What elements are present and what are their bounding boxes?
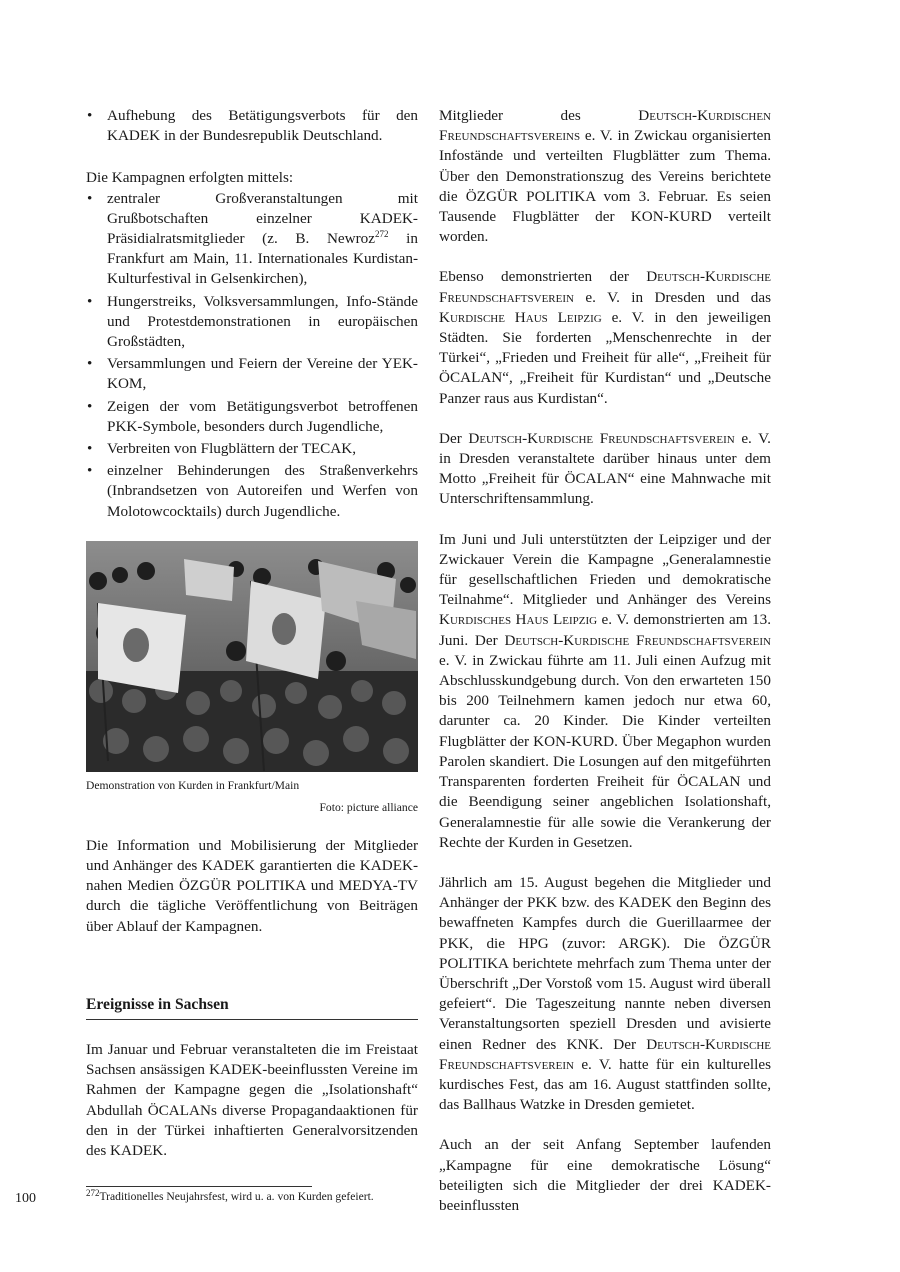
right-column: [439, 106, 771, 1216]
footnote-text: Traditionelles Neujahrsfest, wird u. a. von Kurden gefeiert.: [99, 1190, 374, 1203]
page-number: 100: [15, 1191, 36, 1206]
bullet-text: [107, 190, 418, 288]
paragraph-dresden-leipzig: [439, 267, 771, 408]
photo-credit: Foto: picture alliance: [319, 800, 418, 814]
paragraph-mahnwache: [439, 429, 771, 510]
text-run: Im Juni und Juli unterstützten der Leipziger und der Zwickauer Verein die Kampagne „Generalamnestie für gesellschaftlichen Frieden und demokratische Teilnahme“. Mitglieder und Anhänger des Vereins: [439, 530, 771, 609]
list-item: [86, 354, 418, 394]
bullet-icon: •: [87, 107, 93, 124]
list-item: [86, 439, 418, 459]
bullet-icon: •: [87, 189, 93, 207]
association-name: Kurdische Haus Leipzig: [439, 308, 602, 326]
bullet-icon: •: [87, 355, 93, 373]
paragraph-generalamnestie: [439, 530, 771, 853]
list-item: [86, 292, 418, 353]
text-run: Jährlich am 15. August begehen die Mitglieder und Anhänger der PKK bzw. des KADEK den Beginn des bewaffneten Kampfes durch die Guerillaarmee der PKK, die HPG (zuvor: ARGK). Die ÖZGÜR POLITIKA berichtete mehrfach zum Thema unter der Überschrift „Der Vorstoß vom 15. August wird überall gefeiert“. Die Tageszeitung nannte neben diversen Veranstaltungsorten speziell Dresden und avisierte einen Redner des KNK. Der: [439, 873, 771, 1053]
text-run: e. V. in Zwickau organisierten Infostände und verteilten Flugblätter zum Thema. Über den Demonstrationszug des Vereins berichtete die ÖZGÜR POLITIKA vom 3. Februar. Es seien Tausende Flugblätter der KON-KURD verteilt worden.: [439, 127, 771, 246]
association-name: Deutsch-Kurdische Freundschaftsverein: [439, 1035, 771, 1073]
intro-text: Die Kampagnen erfolgten mittels:: [86, 169, 294, 187]
text-run: e. V. demonstrierten am 13. Juni. Der: [439, 611, 771, 649]
bullet-text-part: zentraler Großveranstaltungen mit Grußbotschaften einzelner KADEK-Präsidialratsmitglieder (z. B. Newroz: [107, 189, 418, 248]
association-name: Deutsch-Kurdische Freundschaftsverein: [439, 268, 771, 306]
paragraph-kampagne: Auch an der seit Anfang September laufenden „Kampagne für eine demokratische Lösung“ beteiligten sich die Mitglieder der drei KADEK-beeinflussten: [439, 1136, 771, 1214]
section-heading: Ereignisse in Sachsen: [86, 995, 418, 1020]
text-run: e. V. hatte für ein kulturelles kurdisches Fest, das am 16. August stattfinden sollte, das Ballhaus Watzke in Dresden gemietet.: [439, 1055, 771, 1114]
list-item: [86, 106, 418, 146]
association-name: Kurdisches Haus Leipzig: [439, 611, 598, 629]
bullet-text: einzelner Behinderungen des Straßenverkehrs (Inbrandsetzen von Autoreifen und Werfen von Molotowcocktails) durch Jugendliche.: [107, 462, 418, 520]
association-name: Deutsch-Kurdische Freundschaftsverein: [468, 429, 735, 447]
demonstration-photo: [86, 541, 418, 772]
bullet-icon: •: [87, 440, 93, 458]
paragraph-15-august: [439, 873, 771, 1115]
text-run: Mitglieder des: [439, 107, 639, 124]
bullet-text-part: in Frankfurt am Main, 11. Internationales Kurdistan-Kulturfestival in Gelsenkirchen),: [107, 230, 418, 288]
footnote-divider: [86, 1186, 312, 1187]
footnote-ref: 272: [375, 229, 389, 240]
top-bullet-list: [86, 106, 418, 146]
footnote-number: 272: [86, 1188, 100, 1198]
left-column: [86, 106, 418, 1161]
text-run: e. V. in Zwickau führte am 11. Juli einen Aufzug mit Abschlusskundgebung durch. Von den erwarteten 150 bis 200 Teilnehmern kamen jedoch nur etwa 60, darunter ca. 20 Kinder. Die Kinder verteilten Flugblätter der KON-KURD. Über Megaphon wurden Parolen skandiert. Die Losungen auf den mitgeführten Transparenten forderten Freiheit für ÖCALAN und die Beendigung seiner angeblichen Isolationshaft, Generalamnestie für alle sowie die Verankerung der Rechte der Kurden in Gesetzen.: [439, 651, 771, 851]
text-run: Der: [439, 429, 469, 447]
bullet-text: Hungerstreiks, Volksversammlungen, Info-Stände und Protestdemonstrationen in europäischen Großstädten,: [107, 292, 418, 351]
media-paragraph: Die Information und Mobilisierung der Mitglieder und Anhänger des KADEK garantierten die KADEK-nahen Medien ÖZGÜR POLITIKA und MEDYA-TV durch die tägliche Veröffentlichung von Beiträgen über Ablauf der Kampagnen.: [86, 836, 418, 935]
bullet-text: Versammlungen und Feiern der Vereine der YEK-KOM,: [107, 355, 418, 393]
bullet-icon: •: [87, 292, 93, 310]
text-run: e. V. in den jeweiligen Städten. Sie forderten „Menschenrechte in der Türkei“, „Frieden und Freiheit für alle“, „Freiheit für ÖCALAN“, „Freiheit für Kurdistan“ und „Deutsche Panzer raus aus Kurdistan“.: [439, 308, 771, 407]
list-item: [86, 461, 418, 522]
association-name: Deutsch-Kurdische Freundschaftsverein: [504, 631, 771, 649]
association-name: Deutsch-Kurdischen Freundschaftsvereins: [439, 107, 771, 145]
campaign-bullet-list: [86, 189, 418, 522]
footnote: [86, 1190, 374, 1203]
sachsen-paragraph: Im Januar und Februar veranstalteten die im Freistaat Sachsen ansässigen KADEK-beeinflussten Vereine im Rahmen der Kampagne gegen die „Isolationshaft“ Abdullah ÖCALANs diverse Propagandaaktionen für den in der Türkei inhaftierten Generalvorsitzenden des KADEK.: [86, 1041, 418, 1160]
list-item: [86, 189, 418, 290]
bullet-text: Verbreiten von Flugblättern der TECAK,: [107, 440, 356, 458]
list-item: [86, 397, 418, 437]
text-run: e. V. in Dresden und das: [573, 288, 771, 306]
bullet-icon: •: [87, 462, 93, 480]
paragraph-zwickau: [439, 106, 771, 247]
text-run: e. V. in Dresden veranstaltete darüber hinaus unter dem Motto „Freiheit für ÖCALAN“ eine Mahnwache mit Unterschriftensammlung.: [439, 429, 771, 508]
photo-caption: Demonstration von Kurden in Frankfurt/Main: [86, 778, 300, 792]
bullet-text: Aufhebung des Betätigungsverbots für den KADEK in der Bundesrepublik Deutschland.: [107, 107, 418, 145]
text-run: Ebenso demonstrierten der: [439, 268, 647, 286]
bullet-text: Zeigen der vom Betätigungsverbot betroffenen PKK-Symbole, besonders durch Jugendliche,: [107, 397, 418, 435]
bullet-icon: •: [87, 397, 93, 415]
